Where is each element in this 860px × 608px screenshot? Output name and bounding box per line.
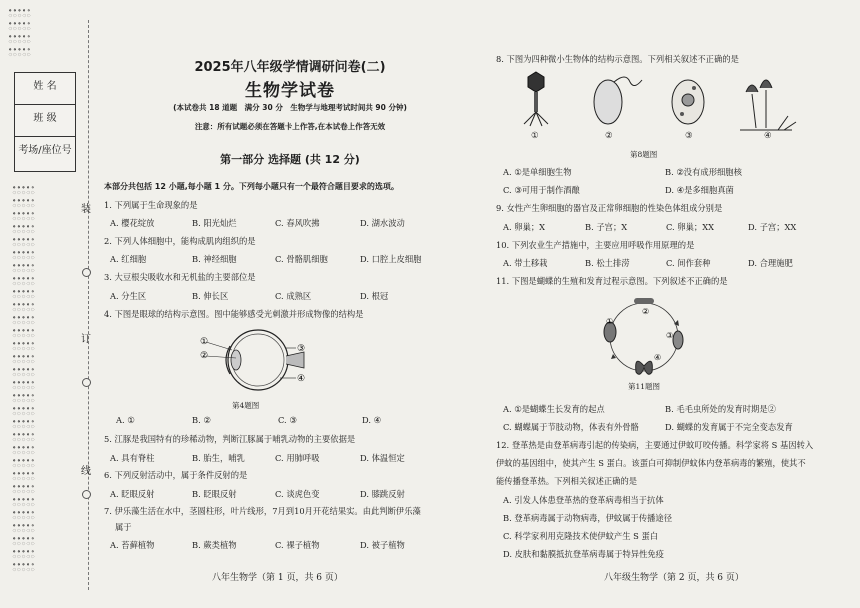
microbe-label-1: ① — [531, 130, 539, 140]
microbe-label-2: ② — [605, 130, 613, 140]
lifecycle-label-4: ④ — [654, 353, 662, 362]
option[interactable]: B. 眨眼反射 — [192, 489, 237, 499]
option[interactable]: D. 湖水波动 — [360, 218, 405, 228]
option[interactable]: B. ② — [192, 415, 211, 425]
question-9: 9. 女性产生卵细胞的器官及正常卵细胞的性染色体组成分别是 — [496, 203, 723, 213]
seat-field[interactable]: 考场/座位号 — [18, 145, 72, 156]
figure-4-caption: 第4题图 — [232, 401, 260, 410]
page-footer-right: 八年级生物学（第 2 页，共 6 页） — [604, 573, 744, 583]
binding-line — [88, 20, 89, 590]
option[interactable]: B. 毛毛虫所处的发育时期是② — [665, 404, 776, 414]
option[interactable]: B. 阳光灿烂 — [192, 218, 237, 228]
option[interactable]: D. ④是多细胞真菌 — [665, 185, 734, 195]
butterfly-lifecycle-diagram — [596, 294, 692, 380]
option[interactable]: B. 子宫；X — [585, 222, 628, 232]
question-7: 7. 伊乐藻生活在水中，茎圆柱形，叶片线形，7月到10月开花结果实。由此判断伊乐藻 — [104, 506, 421, 516]
part-intro: 本部分共包括 12 小题,每小题 1 分。下列每小题只有一个最符合题目要求的选项。 — [104, 182, 399, 191]
question-12-line3: 能传播登革热。下列相关叙述正确的是 — [496, 476, 638, 486]
option[interactable]: D. 蝴蝶的发育属于不完全变态发育 — [665, 422, 793, 432]
question-2: 2. 下列人体细胞中，能构成肌肉组织的是 — [104, 236, 256, 246]
option[interactable]: D. 子宫；XX — [748, 222, 797, 232]
option[interactable]: C. 卵巢；XX — [666, 222, 715, 232]
deco-border-bottom: ఄఄఄఄఄఄఄఄఄ ఄఄఄఄఄఄఄఄఄ ఄఄఄఄఄఄఄఄఄ ఄఄఄఄఄఄఄఄఄ ఄఄఄఄఄఄఄఄఄ ఄఄఄఄఄఄఄఄఄ ఄఄఄఄఄఄఄఄఄ ఄఄఄఄఄఄఄఄఄ ఄఄఄఄఄఄఄఄఄ ఄఄఄఄఄఄఄఄఄ ఄఄఄఄఄఄఄఄఄ ఄఄఄఄఄఄఄఄఄ ఄఄఄఄఄఄఄఄఄ ఄఄఄఄఄఄఄఄఄ ఄఄఄఄఄఄఄఄఄ ఄఄఄఄఄఄఄఄఄ ఄఄఄఄఄఄఄఄఄ ఄఄఄఄఄఄఄఄఄ ఄఄఄఄఄఄఄఄఄ ఄఄఄఄఄఄఄఄఄ ఄఄఄఄఄఄఄఄఄ ఄఄఄఄఄఄఄఄఄ ఄఄఄఄఄఄఄఄఄ ఄఄఄఄఄఄఄఄఄ ఄఄఄఄఄఄఄఄఄ ఄఄఄఄఄఄఄఄఄ ఄఄఄఄఄఄఄఄఄ ఄఄఄఄఄఄఄఄఄ ఄఄఄఄఄఄఄఄఄ ఄఄఄఄఄఄఄఄఄ — [12, 187, 36, 573]
page-footer-left: 八年生物学（第 1 页，共 6 页） — [212, 573, 343, 583]
question-7-cont: 属于 — [115, 522, 132, 532]
option[interactable]: A. 苔藓植物 — [110, 540, 155, 550]
option[interactable]: B. 胎生，哺乳 — [192, 453, 245, 463]
exam-title: 2025年八年级学情调研问卷(二) — [194, 60, 386, 75]
option[interactable]: C. 骨骼肌细胞 — [275, 254, 328, 264]
binding-hole — [82, 268, 91, 277]
option[interactable]: A. ①是蝴蝶生长发育的起点 — [503, 404, 605, 414]
option[interactable]: D. 口腔上皮细胞 — [360, 254, 422, 264]
exam-note: (本试卷共 18 道题 满分 30 分 生物学与地理考试时间共 90 分钟) — [173, 103, 407, 112]
option[interactable]: C. 成熟区 — [275, 291, 312, 301]
name-field[interactable]: 姓 名 — [15, 73, 75, 105]
option[interactable]: A. 樱花绽放 — [110, 218, 155, 228]
option[interactable]: D. 皮肤和黏膜抵抗登革病毒属于特异性免疫 — [503, 549, 664, 559]
option[interactable]: D. ④ — [362, 415, 382, 425]
question-4: 4. 下图是眼球的结构示意图。图中能够感受光刺激并形成物像的结构是 — [104, 309, 364, 319]
option[interactable]: D. 根冠 — [360, 291, 389, 301]
option[interactable]: A. 引发人体患登革热的登革病毒相当于抗体 — [503, 495, 664, 505]
option[interactable]: C. 科学家利用克隆技术使伊蚊产生 S 蛋白 — [503, 531, 659, 541]
lifecycle-label-2: ② — [642, 307, 650, 316]
option[interactable]: B. 登革病毒属于动物病毒，伊蚊属于传播途径 — [503, 513, 673, 523]
option[interactable]: A. 分生区 — [110, 291, 147, 301]
option[interactable]: C. 蝴蝶属于节肢动物，体表有外骨骼 — [503, 422, 639, 432]
question-3: 3. 大豆根尖吸收水和无机盐的主要部位是 — [104, 272, 256, 282]
question-5: 5. 江豚是我国特有的珍稀动物，判断江豚属于哺乳动物的主要依据是 — [104, 434, 356, 444]
question-1: 1. 下列属于生命现象的是 — [104, 200, 198, 210]
exam-subject: 生物学试卷 — [245, 81, 335, 101]
binding-hole — [82, 490, 91, 499]
exam-warning: 注意：所有试题必须在答题卡上作答,在本试卷上作答无效 — [194, 122, 386, 131]
option[interactable]: C. 谈虎色变 — [275, 489, 320, 499]
binding-char-ding: 订 — [81, 334, 91, 345]
binding-hole — [82, 378, 91, 387]
option[interactable]: B. ②没有成形细胞核 — [665, 167, 742, 177]
binding-char-xian: 线 — [81, 466, 91, 477]
option[interactable]: B. 神经细胞 — [192, 254, 237, 264]
option[interactable]: A. ①是单细胞生物 — [503, 167, 572, 177]
question-6: 6. 下列反射活动中，属于条件反射的是 — [104, 470, 248, 480]
question-12-line2: 伊蚊的基因组中，使其产生 S 蛋白。该蛋白可抑制伊蚊体内登革病毒的繁殖，使其不 — [496, 458, 806, 468]
eye-label-1: ① — [200, 337, 209, 347]
option[interactable]: C. 用肺呼吸 — [275, 453, 320, 463]
eye-label-3: ③ — [297, 344, 306, 354]
option[interactable]: C. 裸子植物 — [275, 540, 320, 550]
part-title: 第一部分 选择题 (共 12 分) — [220, 153, 360, 166]
figure-11-caption: 第11题图 — [628, 382, 661, 391]
option[interactable]: A. ① — [116, 415, 135, 425]
option[interactable]: D. 被子植物 — [360, 540, 405, 550]
option[interactable]: D. 合理施肥 — [748, 258, 793, 268]
option[interactable]: C. 间作套种 — [666, 258, 711, 268]
figure-8-caption: 第8题图 — [630, 150, 658, 159]
option[interactable]: C. ③可用于制作酒酿 — [503, 185, 580, 195]
lifecycle-label-3: ③ — [666, 331, 674, 340]
student-info-box — [14, 72, 76, 172]
question-12-line1: 12. 登革热是由登革病毒引起的传染病，主要通过伊蚊叮咬传播。科学家将 S 基因转入 — [496, 440, 814, 450]
question-8: 8. 下图为四种微小生物体的结构示意图。下列相关叙述不正确的是 — [496, 54, 739, 64]
option[interactable]: D. 膝跳反射 — [360, 489, 405, 499]
eye-label-2: ② — [200, 351, 209, 361]
eye-label-4: ④ — [297, 374, 306, 384]
option[interactable]: B. 蕨类植物 — [192, 540, 237, 550]
class-field[interactable]: 班 级 — [15, 105, 75, 137]
option[interactable]: C. ③ — [278, 415, 297, 425]
option[interactable]: A. 红细胞 — [110, 254, 147, 264]
eye-diagram — [200, 322, 320, 398]
deco-border-top: ఄఄఄఄఄఄఄఄఄ ఄఄఄఄఄఄఄఄఄ ఄఄఄఄఄఄఄఄఄ ఄఄఄఄఄఄఄఄఄ — [8, 10, 32, 58]
option[interactable]: A. 具有脊柱 — [110, 453, 155, 463]
option[interactable]: B. 伸长区 — [192, 291, 229, 301]
option[interactable]: A. 卵巢；X — [503, 222, 546, 232]
microbes-diagram — [508, 68, 808, 142]
option[interactable]: B. 松土排涝 — [585, 258, 630, 268]
option[interactable]: A. 眨眼反射 — [110, 489, 155, 499]
option[interactable]: D. 体温恒定 — [360, 453, 405, 463]
lifecycle-label-1: ① — [606, 317, 614, 326]
binding-char-zhuang: 装 — [81, 204, 91, 215]
question-11: 11. 下图是蝴蝶的生殖和发育过程示意图。下列叙述不正确的是 — [496, 276, 728, 286]
microbe-label-3: ③ — [685, 130, 693, 140]
microbe-label-4: ④ — [764, 130, 772, 140]
option[interactable]: A. 带土移栽 — [503, 258, 548, 268]
question-10: 10. 下列农业生产措施中，主要应用呼吸作用原理的是 — [496, 240, 695, 250]
option[interactable]: C. 春风吹拂 — [275, 218, 320, 228]
